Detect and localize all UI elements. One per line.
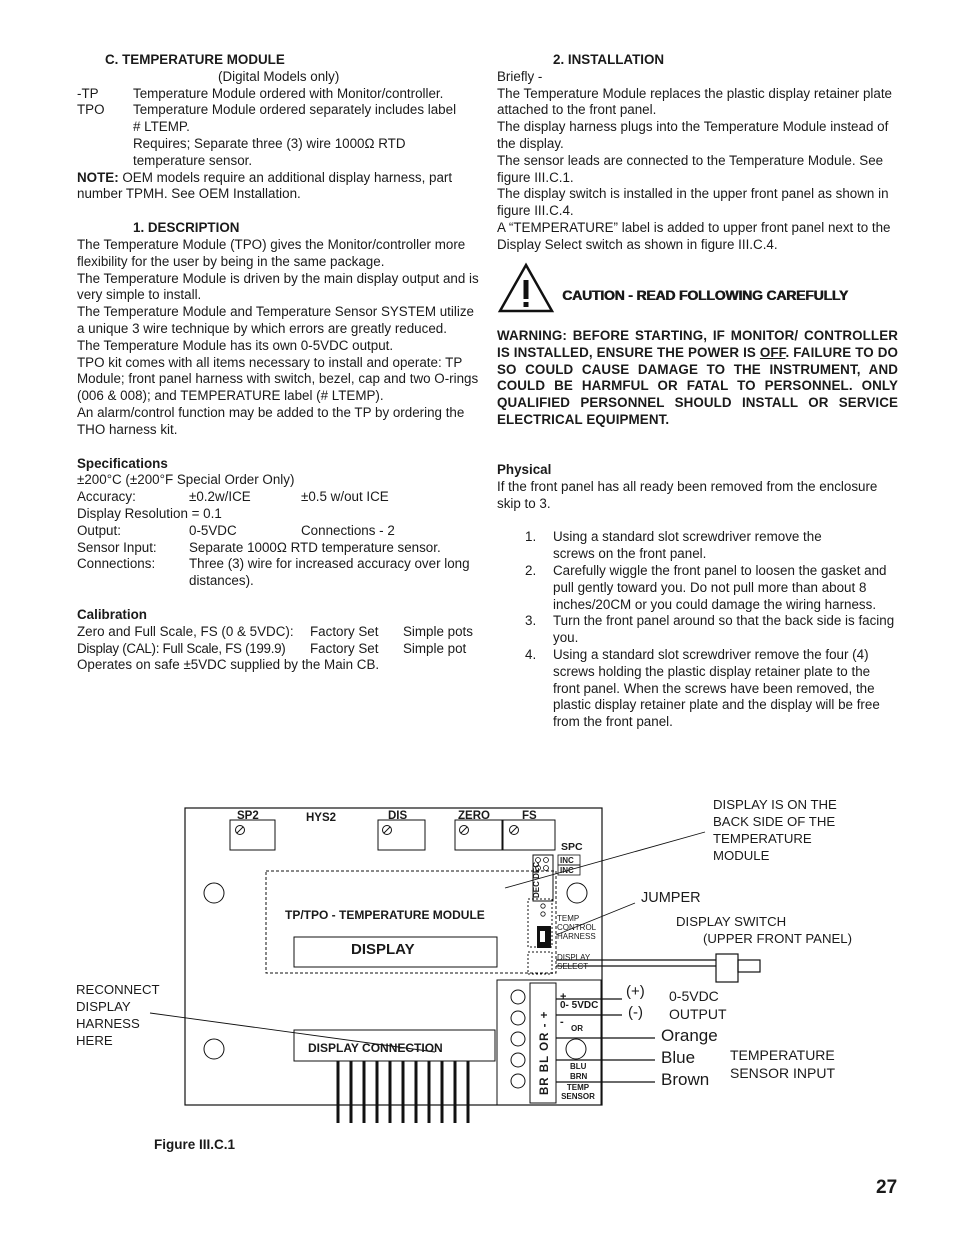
briefly: Briefly - (497, 68, 543, 84)
spec-output-connections: Connections - 2 (301, 522, 395, 538)
install-paragraph-2: The display harness plugs into the Temperature Module instead of the display. (497, 119, 889, 151)
spec-connections-label: Connections: (77, 556, 156, 572)
inc-label-2: INC (560, 866, 574, 875)
cal-simple-pots: Simple pots (403, 623, 473, 639)
step-number: 4. (525, 646, 537, 662)
step-text: Turn the front panel around so that the back side is facing you. (553, 613, 895, 646)
terminal-labels: BR BL OR - + (539, 1010, 551, 1095)
cal-simple-pot: Simple pot (403, 640, 467, 656)
brn-terminal-label: BRN (570, 1072, 588, 1081)
display-label: DISPLAY (351, 941, 415, 958)
spec-range: ±200°C (±200°F Special Order Only) (77, 472, 295, 488)
temp-control-line-3: HARNESS (557, 932, 596, 941)
install-paragraph-1: The Temperature Module replaces the plastic display retainer plate attached to the front panel. (497, 85, 892, 118)
spec-output-value: 0-5VDC (189, 522, 237, 538)
inc-label-1: INC (560, 856, 574, 865)
spec-connections-value: Three (3) wire for increased accuracy over long distances). (189, 556, 470, 589)
mounting-hole (204, 883, 224, 903)
tpo-desc-line-2: # LTEMP. (133, 119, 190, 135)
temp-sensor-terminal-label (556, 1083, 600, 1101)
jumper-label: JUMPER (641, 890, 701, 906)
warning-text-b: . FAILURE TO DO SO COULD CAUSE DAMAGE TO THE INSTRUMENT, AND COULD BE HARMFUL OR FATAL TO PERSONNEL. ONLY QUALIFIED PERSONNEL SHOULD INSTALL OR SERVICE ELECTRICAL EQUIPMENT. (497, 344, 898, 427)
display-switch-body (716, 954, 738, 982)
positive-label: (+) (626, 983, 645, 1000)
page-number: 27 (876, 1177, 898, 1198)
desc-paragraph-2: The Temperature Module is driven by the main display output and is very simple to install. (77, 270, 479, 303)
physical-heading: Physical (497, 462, 552, 477)
mounting-hole (566, 1039, 586, 1059)
desc-paragraph-6: An alarm/control function may be added to the TP by ordering the THO harness kit. (77, 404, 465, 437)
zero-label: ZERO (458, 810, 490, 822)
note-text: OEM models require an additional display harness, part (118, 169, 453, 185)
warning-off: OFF (759, 344, 786, 360)
tpo-code: TPO (77, 102, 105, 118)
display-connection-label: DISPLAY CONNECTION (308, 1041, 443, 1055)
terminal-minus: - (560, 1016, 564, 1028)
sp2-label: SP2 (237, 810, 259, 822)
install-paragraph-5: A “TEMPERATURE” label is added to upper front panel next to the Display Select switch as shown in figure III.C.4. (497, 219, 891, 252)
desc-paragraph-4: The Temperature Module has its own 0-5VDC output. (77, 337, 394, 353)
specifications-heading: Specifications (77, 455, 168, 471)
desc-paragraph-3: The Temperature Module and Temperature Sensor SYSTEM utilize a unique 3 wire technique by which errors are greatly reduced. (77, 304, 474, 336)
tp-desc: Temperature Module ordered with Monitor/controller. (133, 85, 444, 101)
spec-sensor-label: Sensor Input: (77, 539, 157, 555)
requires-line-2: temperature sensor. (133, 152, 253, 168)
physical-text: If the front panel has all ready been removed from the enclosure skip to 3. (497, 478, 878, 511)
tpo-desc-line-1: Temperature Module ordered separately includes label (133, 102, 457, 118)
hys2-label: HYS2 (306, 812, 337, 824)
sensor-input-line-1: TEMPERATURE (730, 1047, 835, 1063)
desc-paragraph-1: The Temperature Module (TPO) gives the Monitor/controller more flexibility for the user by being in the same package. (77, 236, 466, 269)
module-title: TP/TPO - TEMPERATURE MODULE (285, 908, 485, 922)
spec-resolution: Display Resolution = 0.1 (77, 505, 222, 521)
spec-accuracy-label: Accuracy: (77, 489, 136, 505)
note-text-2: number TPMH. See OEM Installation. (77, 186, 301, 202)
output-line-2: OUTPUT (669, 1006, 727, 1022)
install-paragraph-3: The sensor leads are connected to the Temperature Module. See figure III.C.1. (497, 152, 884, 185)
dis-label: DIS (388, 810, 408, 822)
sensor-input-label (730, 1046, 835, 1082)
sensor-input-line-2: SENSOR INPUT (730, 1065, 836, 1081)
display-select-label (557, 953, 590, 971)
display-switch-label: DISPLAY SWITCH (676, 914, 787, 929)
caution-heading: CAUTION - READ FOLLOWING CAREFULLY (562, 287, 848, 303)
warning-label: WARNING: (497, 328, 567, 343)
spec-output-label: Output: (77, 522, 121, 538)
digital-models-note: (Digital Models only) (218, 68, 340, 84)
dec-label: DEC DEC (532, 861, 541, 898)
warning-text-a: BEFORE STARTING, IF MONITOR/ CONTROLLER IS INSTALLED, ENSURE THE POWER IS (497, 328, 898, 360)
vdc-terminal-label: 0- 5VDC (560, 1000, 599, 1011)
cal-supply: Operates on safe ±5VDC supplied by the Main CB. (77, 657, 380, 673)
brown-wire-label: Brown (661, 1070, 710, 1089)
step-text: Using a standard slot screwdriver remove the screws on the front panel. (553, 529, 822, 562)
calibration-heading: Calibration (77, 606, 147, 622)
or-terminal-label: OR (571, 1024, 583, 1033)
desc-paragraph-5: TPO kit comes with all items necessary to install and operate: TP Module; front panel harness with switch, bezel, cap and two O-rings (006 & 008); and TEMPERATURE label (# LTEMP). (77, 354, 479, 404)
spc-label: SPC (561, 841, 583, 853)
figure-caption: Figure III.C.1 (154, 1137, 236, 1152)
step-number: 2. (525, 562, 537, 578)
output-line-1: 0-5VDC (669, 988, 719, 1004)
orange-wire-label: Orange (661, 1026, 718, 1045)
cal-factory-set-1: Factory Set (310, 623, 379, 639)
note-label: NOTE: (77, 169, 119, 185)
output-label (669, 987, 727, 1023)
spec-sensor-value: Separate 1000Ω RTD temperature sensor. (189, 539, 441, 555)
fs-label: FS (522, 810, 537, 822)
description-heading: 1. DESCRIPTION (133, 220, 240, 236)
cal-zero-fs: Zero and Full Scale, FS (0 & 5VDC): (77, 623, 294, 639)
step-text: Carefully wiggle the front panel to loosen the gasket and pull gently toward you. Do not pull more than about 8 inches/20CM or you could damage the wiring harness. (553, 562, 887, 612)
display-back-note: DISPLAY IS ON THE BACK SIDE OF THE TEMPERATURE MODULE (713, 797, 837, 863)
section-heading: C. TEMPERATURE MODULE (105, 52, 285, 67)
blu-terminal-label: BLU (570, 1062, 587, 1071)
tp-code: -TP (77, 85, 99, 101)
temp-sensor-line-2: SENSOR (561, 1092, 595, 1101)
negative-label: (-) (628, 1004, 643, 1021)
step-text: Using a standard slot screwdriver remove the four (4) screws holding the plastic display retainer plate to the front panel. When the screws have been removed, the plastic display retainer plate and the display will be free from the front panel. (553, 646, 880, 730)
spec-accuracy-ice: ±0.2w/ICE (189, 489, 251, 505)
step-number: 3. (525, 613, 537, 629)
cal-display-fs: Display (CAL): Full Scale, FS (199.9) (77, 640, 286, 656)
display-switch-lever (738, 960, 760, 972)
spec-accuracy-no-ice: ±0.5 w/out ICE (301, 489, 389, 505)
blue-wire-label: Blue (661, 1048, 696, 1067)
temp-control-line-1: TEMP (557, 914, 580, 923)
display-select-connector (528, 952, 552, 974)
install-paragraph-4: The display switch is installed in the upper front panel as shown in figure III.C.4. (497, 186, 889, 219)
installation-heading: 2. INSTALLATION (553, 52, 665, 67)
mounting-hole (567, 883, 587, 903)
display-select-line-1: DISPLAY (557, 953, 591, 962)
temp-control-line-2: CONTROL (557, 923, 597, 932)
requires-line-1: Requires; Separate three (3) wire 1000Ω RTD (133, 135, 406, 151)
temp-sensor-line-1: TEMP (566, 1083, 590, 1092)
cal-factory-set-2: Factory Set (310, 640, 379, 656)
reconnect-note: RECONNECT DISPLAY HARNESS HERE (76, 982, 160, 1048)
terminal-plus: + (560, 991, 567, 1003)
display-select-line-2: SELECT (557, 962, 589, 971)
mounting-hole (204, 1039, 224, 1059)
temp-control-harness-label (557, 914, 596, 941)
step-number: 1. (525, 529, 537, 545)
upper-front-panel-label: (UPPER FRONT PANEL) (703, 931, 852, 946)
